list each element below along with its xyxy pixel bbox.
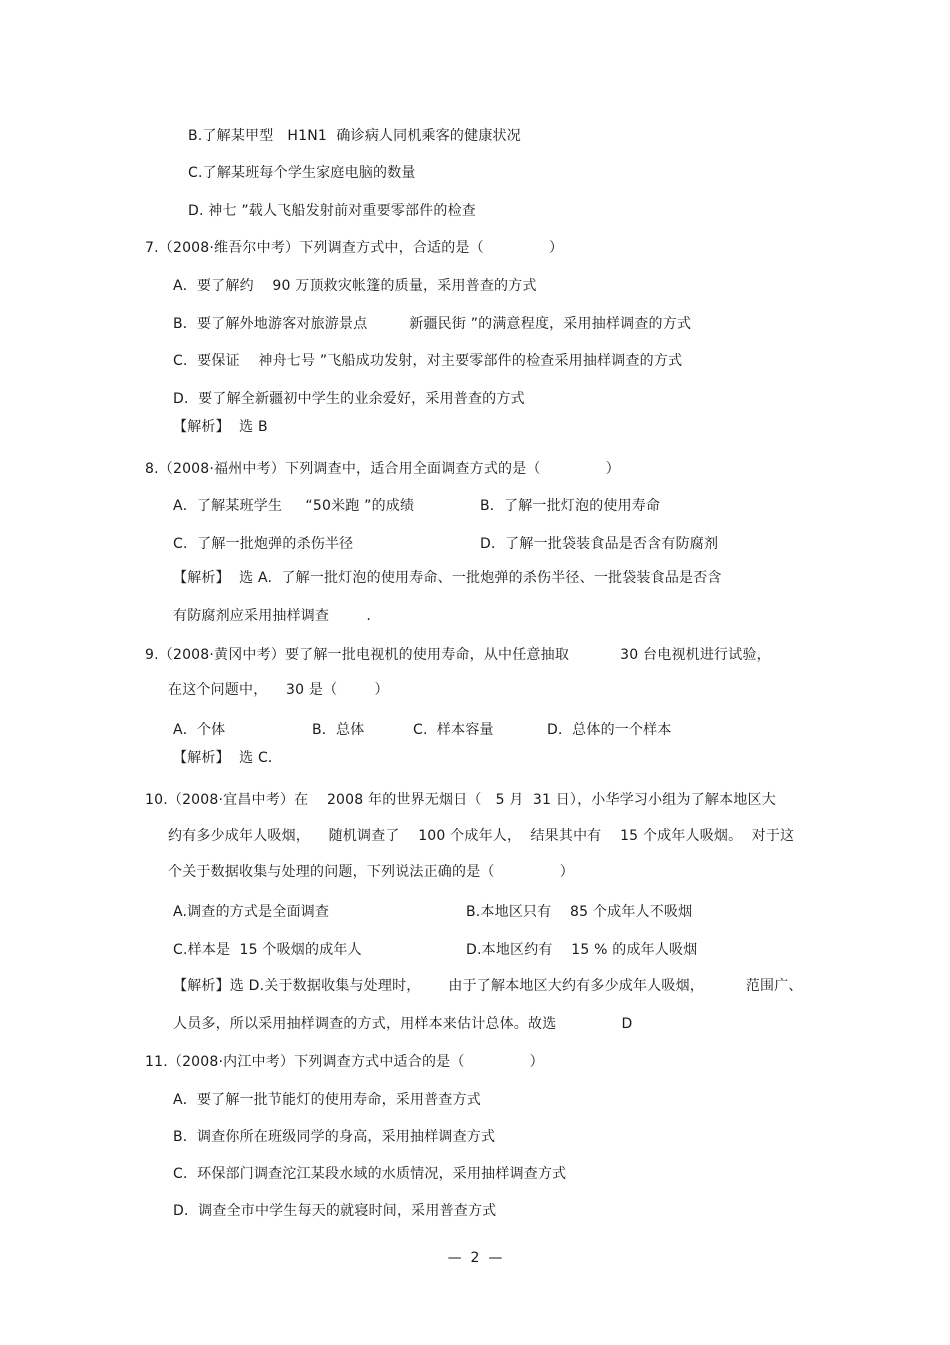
page-number: — 2 —	[447, 1250, 503, 1266]
q8-option-b: B．了解一批灯泡的使用寿命	[480, 498, 661, 514]
q11-option-b: B．调查你所在班级同学的身高，采用抽样调查方式	[173, 1129, 496, 1145]
q10-stem: 10.（2008·宜昌中考）在 2008 年的世界无烟日（ 5 月 31 日），小华学习小组为了解本地区大	[145, 792, 776, 808]
q9-option-b: B．总体	[312, 722, 365, 738]
q9-answer: 【解析】 选 C．	[173, 750, 283, 766]
q8-option-c: C．了解一批炮弹的杀伤半径	[173, 536, 354, 552]
q9-option-a: A．个体	[173, 722, 226, 738]
q10-option-b: B.本地区只有 85 个成年人不吸烟	[466, 904, 693, 920]
q10-answer-cont: 人员多，所以采用抽样调查的方式，用样本来估计总体。故选 D	[173, 1016, 633, 1032]
q10-answer: 【解析】选 D.关于数据收集与处理时， 由于了解本地区大约有多少成年人吸烟， 范围广、	[173, 978, 803, 994]
q10-stem-cont2: 个关于数据收集与处理的问题，下列说法正确的是（ ）	[168, 864, 574, 880]
q6-option-c: C.了解某班每个学生家庭电脑的数量	[188, 165, 416, 181]
q9-stem-cont: 在这个问题中， 30 是（ ）	[168, 682, 389, 698]
q8-option-a: A．了解某班学生 “50米跑 ”的成绩	[173, 498, 415, 514]
q7-option-d: D．要了解全新疆初中学生的业余爱好，采用普查的方式	[173, 391, 525, 407]
q11-stem: 11.（2008·内江中考）下列调查方式中适合的是（ ）	[145, 1054, 544, 1070]
q6-option-d: D. 神七 ”载人飞船发射前对重要零部件的检查	[188, 203, 476, 219]
q10-option-c: C.样本是 15 个吸烟的成年人	[173, 942, 362, 958]
q7-option-b: B．要了解外地游客对旅游景点 新疆民街 ”的满意程度，采用抽样调查的方式	[173, 316, 692, 332]
q7-option-a: A．要了解约 90 万顶救灾帐篷的质量，采用普查的方式	[173, 278, 537, 294]
q7-answer: 【解析】 选 B	[173, 419, 268, 435]
q6-option-b: B.了解某甲型 H1N1 确诊病人同机乘客的健康状况	[188, 128, 521, 144]
q7-stem: 7.（2008·维吾尔中考）下列调查方式中，合适的是（ ）	[145, 240, 564, 256]
q8-stem: 8.（2008·福州中考）下列调查中，适合用全面调查方式的是（ ）	[145, 461, 620, 477]
q7-option-c: C．要保证 神舟七号 ”飞船成功发射，对主要零部件的检查采用抽样调查的方式	[173, 353, 683, 369]
q11-option-d: D．调查全市中学生每天的就寝时间，采用普查方式	[173, 1203, 497, 1219]
q9-stem: 9.（2008·黄冈中考）要了解一批电视机的使用寿命，从中任意抽取 30 台电视机进行试验，	[145, 647, 771, 663]
q8-answer-cont: 有防腐剂应采用抽样调查 .	[173, 608, 372, 624]
q9-option-c: C. 样本容量	[413, 722, 494, 738]
q11-option-c: C．环保部门调查沱江某段水域的水质情况，采用抽样调查方式	[173, 1166, 567, 1182]
q8-option-d: D．了解一批袋装食品是否含有防腐剂	[480, 536, 719, 552]
q10-option-d: D.本地区约有 15 % 的成年人吸烟	[466, 942, 698, 958]
q11-option-a: A．要了解一批节能灯的使用寿命，采用普查方式	[173, 1092, 481, 1108]
q9-option-d: D．总体的一个样本	[547, 722, 672, 738]
q8-answer: 【解析】 选 A. 了解一批灯泡的使用寿命、一批炮弹的杀伤半径、一批袋装食品是否含	[173, 570, 722, 586]
q10-stem-cont1: 约有多少成年人吸烟， 随机调查了 100 个成年人， 结果其中有 15 个成年人吸烟。 对于这	[168, 828, 795, 844]
q10-option-a: A.调查的方式是全面调查	[173, 904, 330, 920]
